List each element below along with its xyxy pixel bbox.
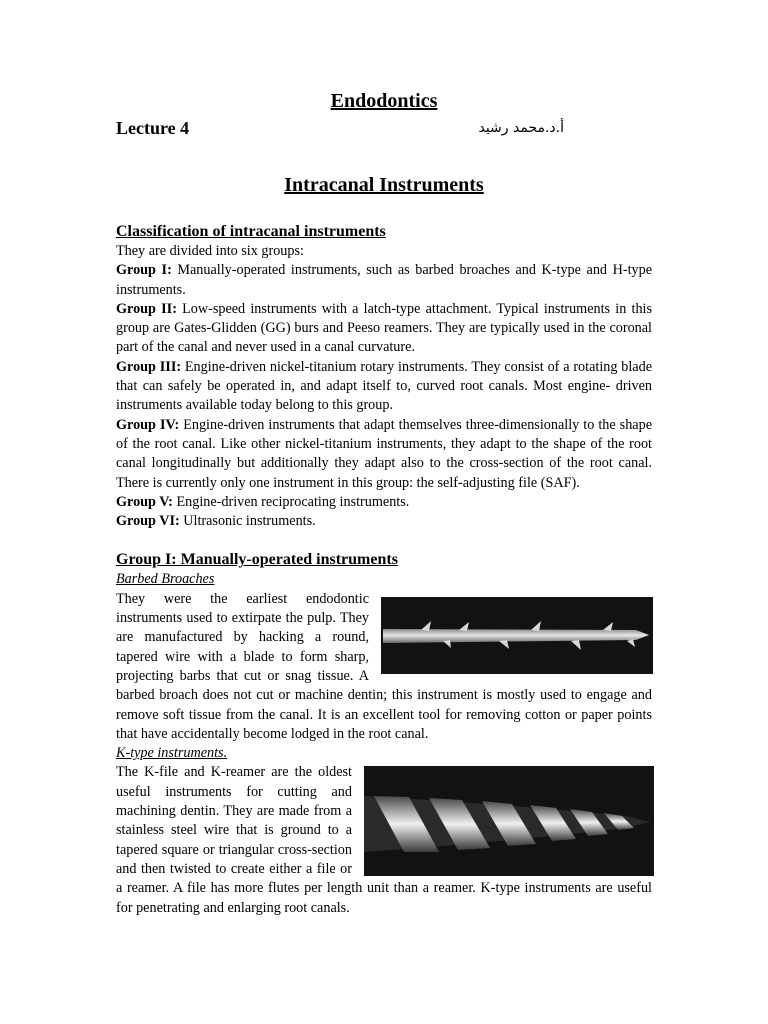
group-4-paragraph	[116, 416, 652, 493]
group-label: Group V:	[116, 493, 173, 510]
lecture-number: Lecture 4	[116, 118, 190, 138]
group-text: Engine-driven reciprocating instruments.	[172, 493, 410, 510]
group-label: Group I:	[116, 262, 172, 279]
group-text: Ultrasonic instruments.	[179, 513, 316, 530]
barbed-broach-illustration	[381, 597, 653, 674]
k-type-text: The K-file and K-reamer are the oldest useful instruments for cutting and machining dentin. They are made from a stainless steel wire that is ground to a tapered square or triangular cross-section and then twisted to create either a file or a reamer. A file has more flutes per length unit than a reamer. K-type instruments are useful for penetrating and enlarging root canals.	[116, 764, 652, 916]
group-6-paragraph	[116, 512, 652, 531]
document-body	[116, 222, 652, 918]
group-2-paragraph	[116, 300, 652, 358]
group-3-paragraph	[116, 358, 652, 416]
document-title: Endodontics	[330, 90, 438, 112]
group-label: Group VI:	[116, 513, 180, 530]
barbed-broaches-heading: Barbed Broaches	[116, 571, 215, 588]
k-type-heading: K-type instruments.	[116, 745, 228, 762]
document-subtitle: Intracanal Instruments	[284, 174, 484, 196]
group-label: Group II:	[116, 300, 177, 317]
k-file-figure	[364, 766, 654, 876]
group-text: Manually-operated instruments, such as barbed broaches and K-type and H-type instruments.	[116, 262, 653, 298]
group-text: Engine-driven nickel-titanium rotary instruments. They consist of a rotating blade that can safely be operated in, and adapt itself to, curved root canals. Most engine- driven instruments available today belong to this group.	[116, 358, 652, 414]
author-name: أ.د.محمد رشيد	[478, 120, 564, 136]
barbed-broach-figure	[381, 597, 653, 674]
classification-intro: They are divided into six groups:	[116, 243, 304, 259]
group-1-paragraph	[116, 261, 652, 300]
group-label: Group IV:	[116, 416, 180, 433]
group-text: Low-speed instruments with a latch-type attachment. Typical instruments in this group are Gates-Glidden (GG) burs and Peeso reamers. They are typically used in the coronal part of the canal and never used in a canal curvature.	[116, 300, 652, 356]
group-label: Group III:	[116, 358, 182, 375]
classification-heading: Classification of intracanal instruments	[116, 223, 386, 240]
group-1-heading: Group I: Manually-operated instruments	[116, 551, 398, 569]
k-file-illustration	[364, 766, 654, 876]
spacer	[116, 531, 652, 550]
group-text: Engine-driven instruments that adapt themselves three-dimensionally to the shape of the root canal. Like other nickel-titanium instruments, they adapt to the shape of the root canal longitudinally but additionally they adapt also to the cross-section of the root canal. There is currently only one instrument in this group: the self-adjusting file (SAF).	[116, 416, 652, 491]
barbed-broaches-text: They were the earliest endodontic instruments used to extirpate the pulp. They are manufactured by hacking a round, tapered wire with a blade to form sharp, projecting barbs that cut or snag tissue. A barbed broach does not cut or machine dentin; this instrument is mostly used to engage and remove soft tissue from the canal. It is an excellent tool for removing cotton or paper points that have accidentally become lodged in the root canal.	[116, 590, 652, 742]
group-5-paragraph	[116, 493, 652, 512]
